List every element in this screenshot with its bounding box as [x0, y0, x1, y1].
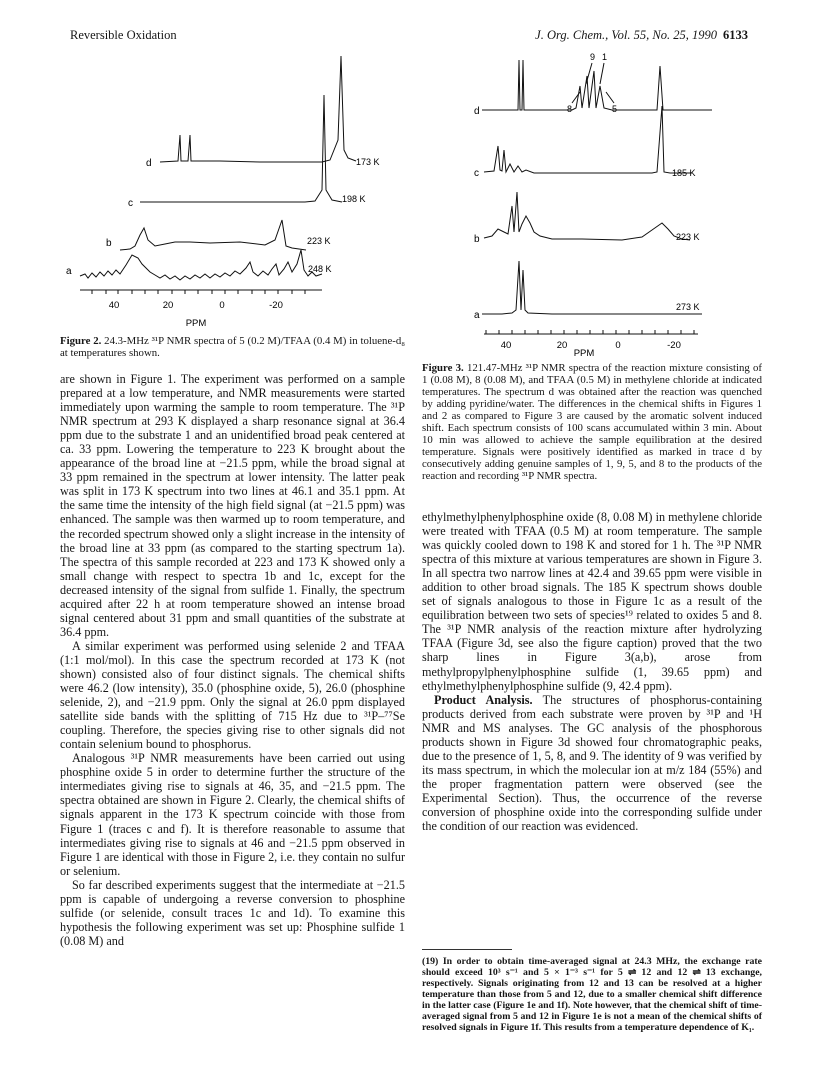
fig2-temp-198: 198 K	[342, 194, 366, 204]
fig2-tick-0: 0	[219, 300, 225, 311]
journal-citation: J. Org. Chem., Vol. 55, No. 25, 1990	[535, 28, 717, 42]
fig3-temp-185: 185 K	[672, 168, 696, 178]
left-paragraph-2: A similar experiment was performed using selenide 2 and TFAA (1:1 mol/mol). In this case the spectrum recorded at 173 K (not shown) consisted also of four distinct signals. The chemical shifts were 46.2 (low intensity), 35.0 (phosphine oxide, 5), 26.0 (phosphine selenide, 2), and −21.9 ppm. Only the signal at 26.0 ppm displayed satellite side bands with the splitting of 715 Hz due to ³¹P–⁷⁷Se coupling. Therefore, the species giving rise to other signals did not contain selenium bound to phosphorus.	[60, 638, 405, 752]
footnote-19: (19) In order to obtain time-averaged signal at 24.3 MHz, the exchange rate should exceed 10³ s⁻¹ and 5 × 1⁻³ s⁻¹ for 5 ⇌ 12 and 12 ⇌ 13 exchange, respectively. Signals originating from 12 and 13 can be resolved at a higher temperature than those from 5 and 12, due to a smaller chemical shift difference in the latter case (Figure 1e and 1f). Note however, that the chemical shift of time-averaged signal from 5 and 12 in Figure 1e is not a mean of the chemical shifts of resolved signals in Figure 1f. This results from a temperature dependence of K₁.	[422, 956, 762, 1033]
right-column	[422, 510, 762, 833]
fig3-peak-label-8: 8	[567, 104, 573, 114]
fig3-caption-text: 121.47-MHz ³¹P NMR spectra of the reaction mixture consisting of 1 (0.08 M), 8 (0.08 M), and TFAA (0.5 M) in methylene chloride at indicated temperatures. The spectrum d was obtained after the reaction was quenched by adding pyridine/water. The differences in the chemical shifts in Figures 1 and 2 as compared to Figure 3 are caused by the aromatic solvent induced shift. Each spectrum consists of 100 scans accumulated within 3 min. About 10 min was allowed to achieve the sample equilibration at the desired temperature. Signals were positively identified as marked in trace d by consecutively adding genuine samples of 1, 9, 5, and 8 to the products of the reaction and recording ³¹P NMR spectra.	[422, 362, 762, 482]
fig3-label-a: a	[474, 310, 480, 321]
fig2-trace-c	[140, 95, 342, 202]
right-paragraph-1: ethylmethylphenylphosphine oxide (8, 0.08 M) in methylene chloride were treated with TFAA (0.5 M) at room temperature. The sample was quickly cooled down to 198 K and stored for 1 h. The ³¹P NMR spectra of this mixture at various temperatures are shown in Figure 3. In all spectra two narrow lines at 42.4 and 39.65 ppm were visible in addition to other broad signals. The 185 K spectrum shows double set of signals analogous to those in Figure 1c as a result of the equilibration between two sets of species¹⁹ related to oxides 5 and 8. The ³¹P NMR analysis of the reaction mixture after hydrolyzing TFAA (Figure 3d, see also the figure caption) proved that the two sharp lines in Figure 3(a,b), arose from methylpropylphenylphosphine sulfide (1, 39.65 ppm) and ethylmethylphenylphosphine sulfide (9, 42.4 ppm).	[422, 510, 762, 693]
figure-3-nmr-spectra	[422, 46, 762, 361]
figure-2-caption	[60, 335, 405, 359]
fig2-caption-label: Figure 2.	[60, 335, 102, 347]
fig3-tick-40: 40	[500, 340, 512, 351]
fig2-trace-a	[80, 250, 322, 280]
fig3-peak-label-1: 1	[602, 52, 608, 62]
fig3-temp-273: 273 K	[676, 302, 700, 312]
fig2-tick-20: 20	[162, 300, 174, 311]
product-analysis-text: The structures of phosphorus-containing products derived from each substrate were proven by ³¹P and ¹H NMR and MS analyses. The GC analysis of the phosphorous products shown in Figure 3d showed four chromatographic peaks, due to the presence of 1, 5, 8, and 9. The identity of 9 was verified by its mass spectrum, in which the molecular ion at m/z 184 (55%) and the proper fragmentation pattern were observed (see the Experimental Section). Thus, the occurrence of the reverse conversion of phosphine oxide into the corresponding sulfide under the condition of our reaction was evidenced.	[422, 692, 762, 834]
fig3-label-c: c	[474, 168, 479, 179]
fig3-temp-223: 223 K	[676, 232, 700, 242]
fig3-peak-label-9: 9	[590, 52, 596, 62]
running-head-right	[535, 28, 748, 43]
fig3-tick-minus20: -20	[667, 340, 681, 351]
fig3-trace-d	[482, 60, 712, 110]
fig2-temp-223: 223 K	[307, 236, 331, 246]
fig2-temp-173: 173 K	[356, 157, 380, 167]
fig2-tick-minus20: -20	[269, 300, 283, 311]
figure-3-caption	[422, 362, 762, 482]
left-column	[60, 372, 405, 948]
fig2-label-a: a	[66, 266, 72, 277]
fig2-label-d: d	[146, 158, 152, 169]
left-paragraph-4: So far described experiments suggest that the intermediate at −21.5 ppm is capable of undergoing a reverse conversion to phosphine sulfide (or selenide, consult traces 1c and 1d). To examine this hypothesis the following experiment was set up: Phosphine sulfide 1 (0.08 M) and	[60, 877, 405, 948]
fig2-label-c: c	[128, 198, 133, 209]
fig3-tick-20: 20	[556, 340, 568, 351]
fig2-caption-text: 24.3-MHz ³¹P NMR spectra of 5 (0.2 M)/TFAA (0.4 M) in toluene-d₈ at temperatures shown.	[60, 335, 405, 359]
fig3-axis-label: PPM	[573, 348, 595, 359]
running-head-left: Reversible Oxidation	[70, 28, 177, 42]
fig3-tick-0: 0	[615, 340, 621, 351]
page-number: 6133	[723, 28, 748, 42]
left-paragraph-3: Analogous ³¹P NMR measurements have been carried out using phosphine oxide 5 in order to determine further the structure of the intermediates giving rise to signals at 46, 35, and −21.5 ppm. The spectra obtained are shown in Figure 2. Clearly, the chemical shifts of signals apparent in the 173 K spectrum coincide with those from Figure 1 (traces c and f). It is therefore reasonable to assume that intermediates giving rise to signals at 46 and −21.5 ppm observed in Figure 1 are identical with those in Figure 2, i.e. they contain no sulfur or selenium.	[60, 751, 405, 878]
fig3-trace-a	[482, 261, 702, 314]
fig3-caption-label: Figure 3.	[422, 362, 464, 374]
fig2-tick-40: 40	[108, 300, 120, 311]
fig3-label-b: b	[474, 234, 480, 245]
fig2-axis-ticks	[92, 290, 305, 294]
fig2-label-b: b	[106, 238, 112, 249]
fig2-axis-label: PPM	[185, 318, 207, 329]
fig3-axis-ticks	[486, 330, 694, 334]
figure-2-nmr-spectra	[60, 50, 405, 335]
fig2-trace-d	[160, 56, 356, 162]
fig3-trace-b	[484, 192, 690, 240]
fig3-peak-label-5: 5	[612, 104, 618, 114]
fig3-trace-c	[484, 106, 692, 173]
fig2-temp-248: 248 K	[308, 264, 332, 274]
footnote-rule	[422, 949, 512, 950]
product-analysis-heading: Product Analysis.	[434, 692, 533, 707]
fig3-label-d: d	[474, 106, 480, 117]
product-analysis-paragraph	[422, 693, 762, 833]
left-paragraph-1: are shown in Figure 1. The experiment was performed on a sample prepared at a low temperature, and NMR measurements were started immediately upon warming the sample to room temperature. The ³¹P NMR spectrum at 293 K displayed a sharp resonance signal at 36.4 ppm due to the substrate 1 and an unidentified broad peak centered at ca. 33 ppm. Lowering the temperature to 223 K brought about the appearance of the broad line at −21.5 ppm, while the broad signal at 33 ppm remained in the spectrum at lower intensity. The latter peak was split in 173 K spectrum into two lines at 46.1 and 35.1 ppm. At the same time the intensity of the high field signal (at −21.5 ppm) was enhanced. The sample was then warmed up to room temperature, and the recorded spectrum showed only a slight increase in the intensity of the broad line at 33 ppm (as compared to the starting spectrum 1a). The spectra of this sample recorded at 223 and 173 K showed only a small change with respect to spectra 1b and 1c, except for the decreased intensity of the signal from sulfide 1. Finally, the spectrum acquired after 22 h at room temperature showed an intense broad signal centered about 31 ppm and small quantities of the substrate at 36.4 ppm.	[60, 372, 405, 639]
fig2-trace-b	[120, 220, 306, 250]
